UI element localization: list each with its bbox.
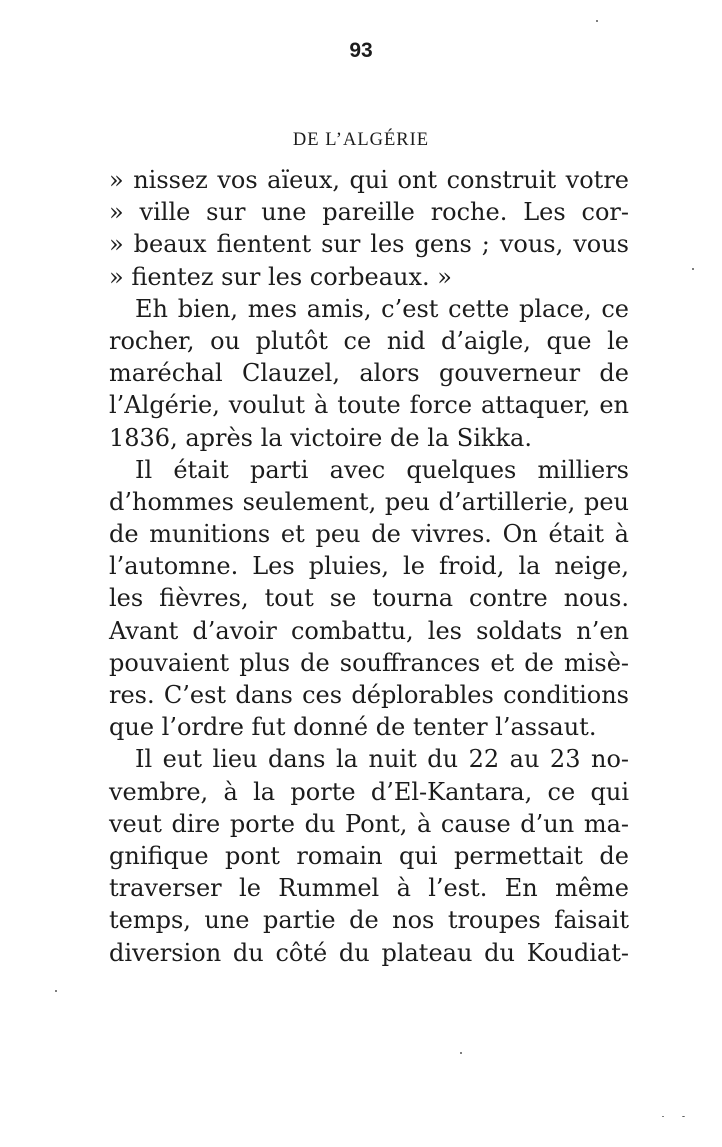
scan-speck [460, 1052, 462, 1054]
scan-speck [682, 1116, 685, 1117]
scan-speck [662, 1116, 664, 1117]
text-line: de munitions et peu de vivres. On était à [109, 520, 629, 549]
text-line: veut dire porte du Pont, à cause d’un ma- [109, 809, 629, 838]
text-line: » fientez sur les corbeaux. » [109, 262, 452, 291]
text-line: » nissez vos aïeux, qui ont construit votre [109, 166, 629, 194]
text-line: gnifique pont romain qui permettait de [109, 841, 629, 870]
scan-speck [692, 268, 694, 270]
running-head: DE L’ALGÉRIE [292, 130, 430, 150]
text-line: vembre, à la porte d’El-Kantara, ce qui [109, 777, 629, 806]
text-line: les fièvres, tout se tourna contre nous. [109, 584, 629, 613]
scan-speck [55, 990, 57, 992]
text-line: » beaux fientent sur les gens ; vous, vous [109, 230, 629, 259]
text-line: pouvaient plus de souffrances et de misè- [109, 648, 629, 677]
text-line: Il eut lieu dans la nuit du 22 au 23 no- [135, 745, 629, 774]
text-line: Eh bien, mes amis, c’est cette place, ce [135, 294, 629, 323]
text-line: » ville sur une pareille roche. Les cor- [109, 198, 629, 227]
text-line: que l’ordre fut donné de tenter l’assaut. [109, 713, 597, 742]
text-line: diversion du côté du plateau du Koudiat- [109, 938, 629, 967]
text-line: maréchal Clauzel, alors gouverneur de [109, 359, 629, 388]
text-line: Il était parti avec quelques milliers [135, 455, 629, 484]
text-line: res. C’est dans ces déplorables conditions [109, 681, 629, 709]
text-line: l’Algérie, voulut à toute force attaquer, en [109, 391, 629, 420]
text-line: temps, une partie de nos troupes faisait [109, 906, 629, 935]
text-line: Avant d’avoir combattu, les soldats n’en [109, 616, 629, 645]
text-line: traverser le Rummel à l’est. En même [109, 874, 629, 903]
page-number: 93 [349, 39, 373, 62]
text-line: d’hommes seulement, peu d’artillerie, peu [109, 487, 629, 516]
text-line: l’automne. Les pluies, le froid, la neige, [109, 552, 629, 581]
text-line: 1836, après la victoire de la Sikka. [109, 423, 532, 452]
text-line: rocher, ou plutôt ce nid d’aigle, que le [109, 326, 629, 355]
scan-speck [596, 20, 598, 22]
body-text [109, 164, 629, 969]
